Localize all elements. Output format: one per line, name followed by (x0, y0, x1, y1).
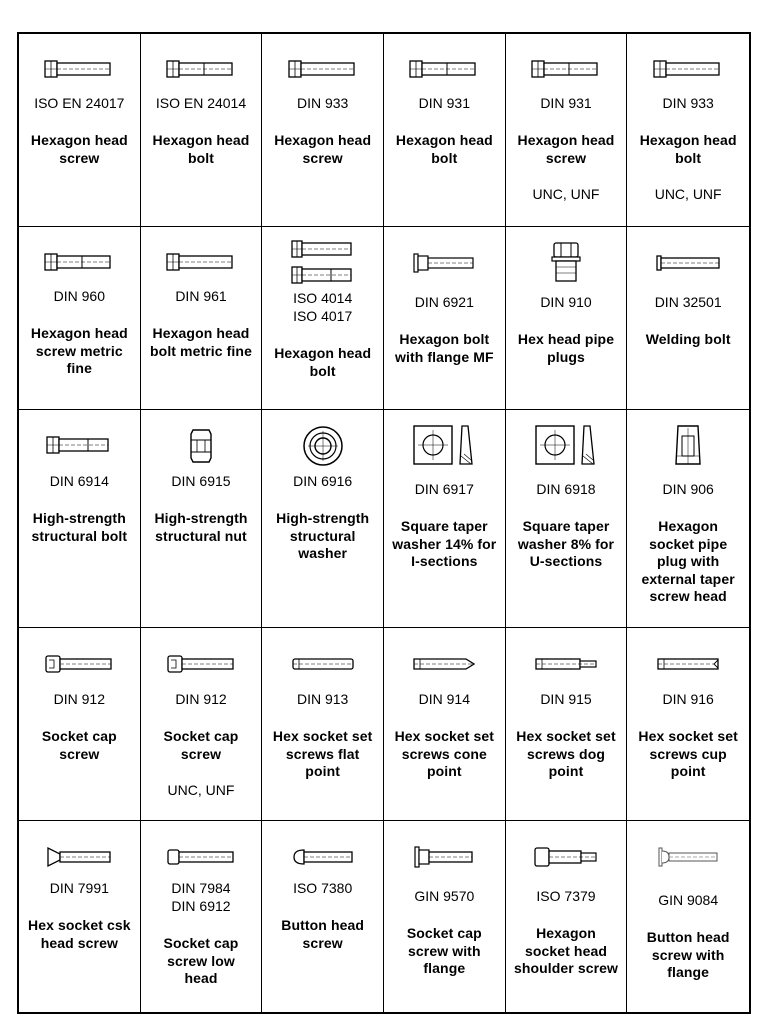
fastener-cell (141, 821, 263, 1012)
hex-head-screw-icon (627, 44, 749, 96)
fastener-description: Welding bolt (645, 331, 731, 347)
fastener-description: Button head screw with flange (646, 929, 730, 980)
standard-code: DIN 912 (175, 691, 227, 707)
standard-code: DIN 933 (296, 95, 349, 111)
standard-code: DIN 6914 (49, 473, 109, 489)
standard-code: GIN 9084 (658, 892, 719, 908)
fastener-description: Socket cap screw low head (163, 935, 239, 986)
standard-code: ISO EN 24017 (34, 95, 125, 111)
washer-icon (262, 420, 383, 472)
welding-bolt-icon (627, 237, 749, 289)
standard-code: DIN 933 (662, 95, 714, 111)
fastener-cell (384, 227, 506, 410)
flange-bolt-icon (384, 237, 505, 289)
standard-code: DIN 931 (540, 95, 592, 111)
hex-nut-icon (141, 420, 262, 472)
fastener-description: Hex socket set screws flat point (272, 728, 373, 779)
fastener-cell (506, 821, 628, 1012)
socket-cap-screw-icon (19, 638, 140, 690)
standard-code: DIN 960 (53, 288, 105, 304)
fastener-description: Hexagon head bolt (639, 132, 737, 166)
standard-code: DIN 7991 (49, 880, 109, 896)
hex-head-bolt-icon (141, 44, 262, 96)
hex-head-screw-icon (19, 44, 140, 96)
standard-code: DIN 6921 (414, 294, 474, 310)
fastener-cell (384, 821, 506, 1012)
shoulder-screw-icon (506, 831, 627, 883)
fastener-description: High-strength structural washer (276, 510, 370, 561)
fastener-cell (19, 628, 141, 821)
standard-code: DIN 931 (418, 95, 470, 111)
standard-code: DIN 6916 (293, 473, 353, 489)
standard-code: DIN 914 (418, 691, 470, 707)
standard-code: ISO 7380 (293, 880, 353, 896)
standard-code: DIN 913 (296, 691, 349, 707)
hex-head-screw-icon (262, 44, 383, 96)
standard-code: DIN 961 (175, 288, 227, 304)
fastener-description: Hexagon socket pipe plug with external taper screw head (641, 518, 735, 604)
fastener-description: Hex socket set screws cone point (394, 728, 495, 779)
hex-head-bolt-icon (384, 44, 505, 96)
fastener-description: Hex socket set screws dog point (516, 728, 616, 779)
fastener-cell (384, 34, 506, 227)
fastener-description: Hexagon head bolt metric fine (150, 325, 252, 359)
fastener-cell (627, 628, 749, 821)
set-screw-dog-icon (506, 638, 627, 690)
hex-head-bolt-icon (19, 237, 140, 289)
double-hex-bolt-icon (262, 237, 383, 289)
hex-head-bolt-icon (506, 44, 627, 96)
fastener-cell (506, 227, 628, 410)
set-screw-flat-icon (262, 638, 383, 690)
flange-cap-screw-icon (384, 831, 505, 883)
fastener-cell (141, 34, 263, 227)
fastener-description: Hexagon head bolt (274, 345, 372, 379)
square-taper-washer-icon (506, 420, 627, 472)
standard-code: DIN 7984 DIN 6912 (171, 880, 231, 914)
fastener-cell (141, 628, 263, 821)
button-head-screw-icon (262, 831, 383, 883)
fastener-table (17, 32, 751, 1014)
countersunk-screw-icon (19, 831, 140, 883)
fastener-description: Hexagon head screw metric fine (30, 325, 128, 376)
fastener-description: Socket cap screw with flange (406, 925, 482, 976)
fastener-description: Hexagon socket head shoulder screw (513, 925, 619, 976)
structural-bolt-icon (19, 420, 140, 472)
standard-code: DIN 910 (540, 294, 592, 310)
fastener-cell (627, 821, 749, 1012)
set-screw-cup-icon (627, 638, 749, 690)
fastener-description: Hex socket csk head screw (28, 917, 131, 951)
standard-code: DIN 906 (662, 481, 714, 497)
hex-head-screw-icon (141, 237, 262, 289)
socket-pipe-plug-icon (627, 420, 749, 472)
fastener-cell (262, 227, 384, 410)
standard-code: DIN 32501 (654, 294, 722, 310)
fastener-description: Socket cap screw (163, 728, 239, 762)
standard-code: ISO 7379 (536, 888, 596, 904)
socket-cap-screw-icon (141, 638, 262, 690)
standard-code: DIN 912 (53, 691, 105, 707)
fastener-description: Square taper washer 8% for U-sections (517, 518, 615, 569)
fastener-description: Hex socket set screws cup point (638, 728, 738, 779)
fastener-cell (627, 227, 749, 410)
standard-code: DIN 6918 (536, 481, 596, 497)
fastener-description: Hex head pipe plugs (517, 331, 615, 365)
standard-code: GIN 9570 (414, 888, 475, 904)
thread-type-note: UNC, UNF (532, 186, 600, 202)
fastener-cell (262, 821, 384, 1012)
fastener-description: Hexagon head screw (274, 132, 372, 166)
fastener-description: Hexagon head screw (30, 132, 128, 166)
thread-type-note: UNC, UNF (654, 186, 722, 202)
set-screw-cone-icon (384, 638, 505, 690)
fastener-cell (506, 34, 628, 227)
fastener-cell (384, 628, 506, 821)
fastener-description: Square taper washer 14% for I-sections (392, 518, 497, 569)
fastener-description: Hexagon bolt with flange MF (395, 331, 494, 365)
standard-code: DIN 6915 (171, 473, 231, 489)
standard-code: ISO 4014 ISO 4017 (293, 290, 353, 324)
fastener-cell (262, 628, 384, 821)
fastener-cell (19, 410, 141, 628)
pipe-plug-icon (506, 237, 627, 289)
fastener-cell (262, 410, 384, 628)
low-head-cap-screw-icon (141, 831, 262, 883)
fastener-cell (19, 227, 141, 410)
fastener-description: Hexagon head screw (517, 132, 615, 166)
fastener-cell (141, 410, 263, 628)
fastener-cell (627, 410, 749, 628)
fastener-description: Hexagon head bolt (152, 132, 250, 166)
fastener-description: Button head screw (281, 917, 365, 951)
square-taper-washer-icon (384, 420, 505, 472)
fastener-cell (506, 628, 628, 821)
fastener-cell (384, 410, 506, 628)
fastener-description: Hexagon head bolt (395, 132, 493, 166)
fastener-cell (506, 410, 628, 628)
fastener-cell (262, 34, 384, 227)
fastener-cell (19, 34, 141, 227)
thread-type-note: UNC, UNF (167, 782, 235, 798)
fastener-description: High-strength structural nut (154, 510, 248, 544)
standard-code: DIN 916 (662, 691, 714, 707)
standard-code: DIN 6917 (414, 481, 474, 497)
fastener-cell (19, 821, 141, 1012)
standard-code: DIN 915 (540, 691, 592, 707)
flange-button-screw-icon (627, 831, 749, 883)
fastener-description: High-strength structural bolt (31, 510, 128, 544)
standard-code: ISO EN 24014 (155, 95, 247, 111)
fastener-description: Socket cap screw (41, 728, 117, 762)
fastener-cell (627, 34, 749, 227)
fastener-cell (141, 227, 263, 410)
